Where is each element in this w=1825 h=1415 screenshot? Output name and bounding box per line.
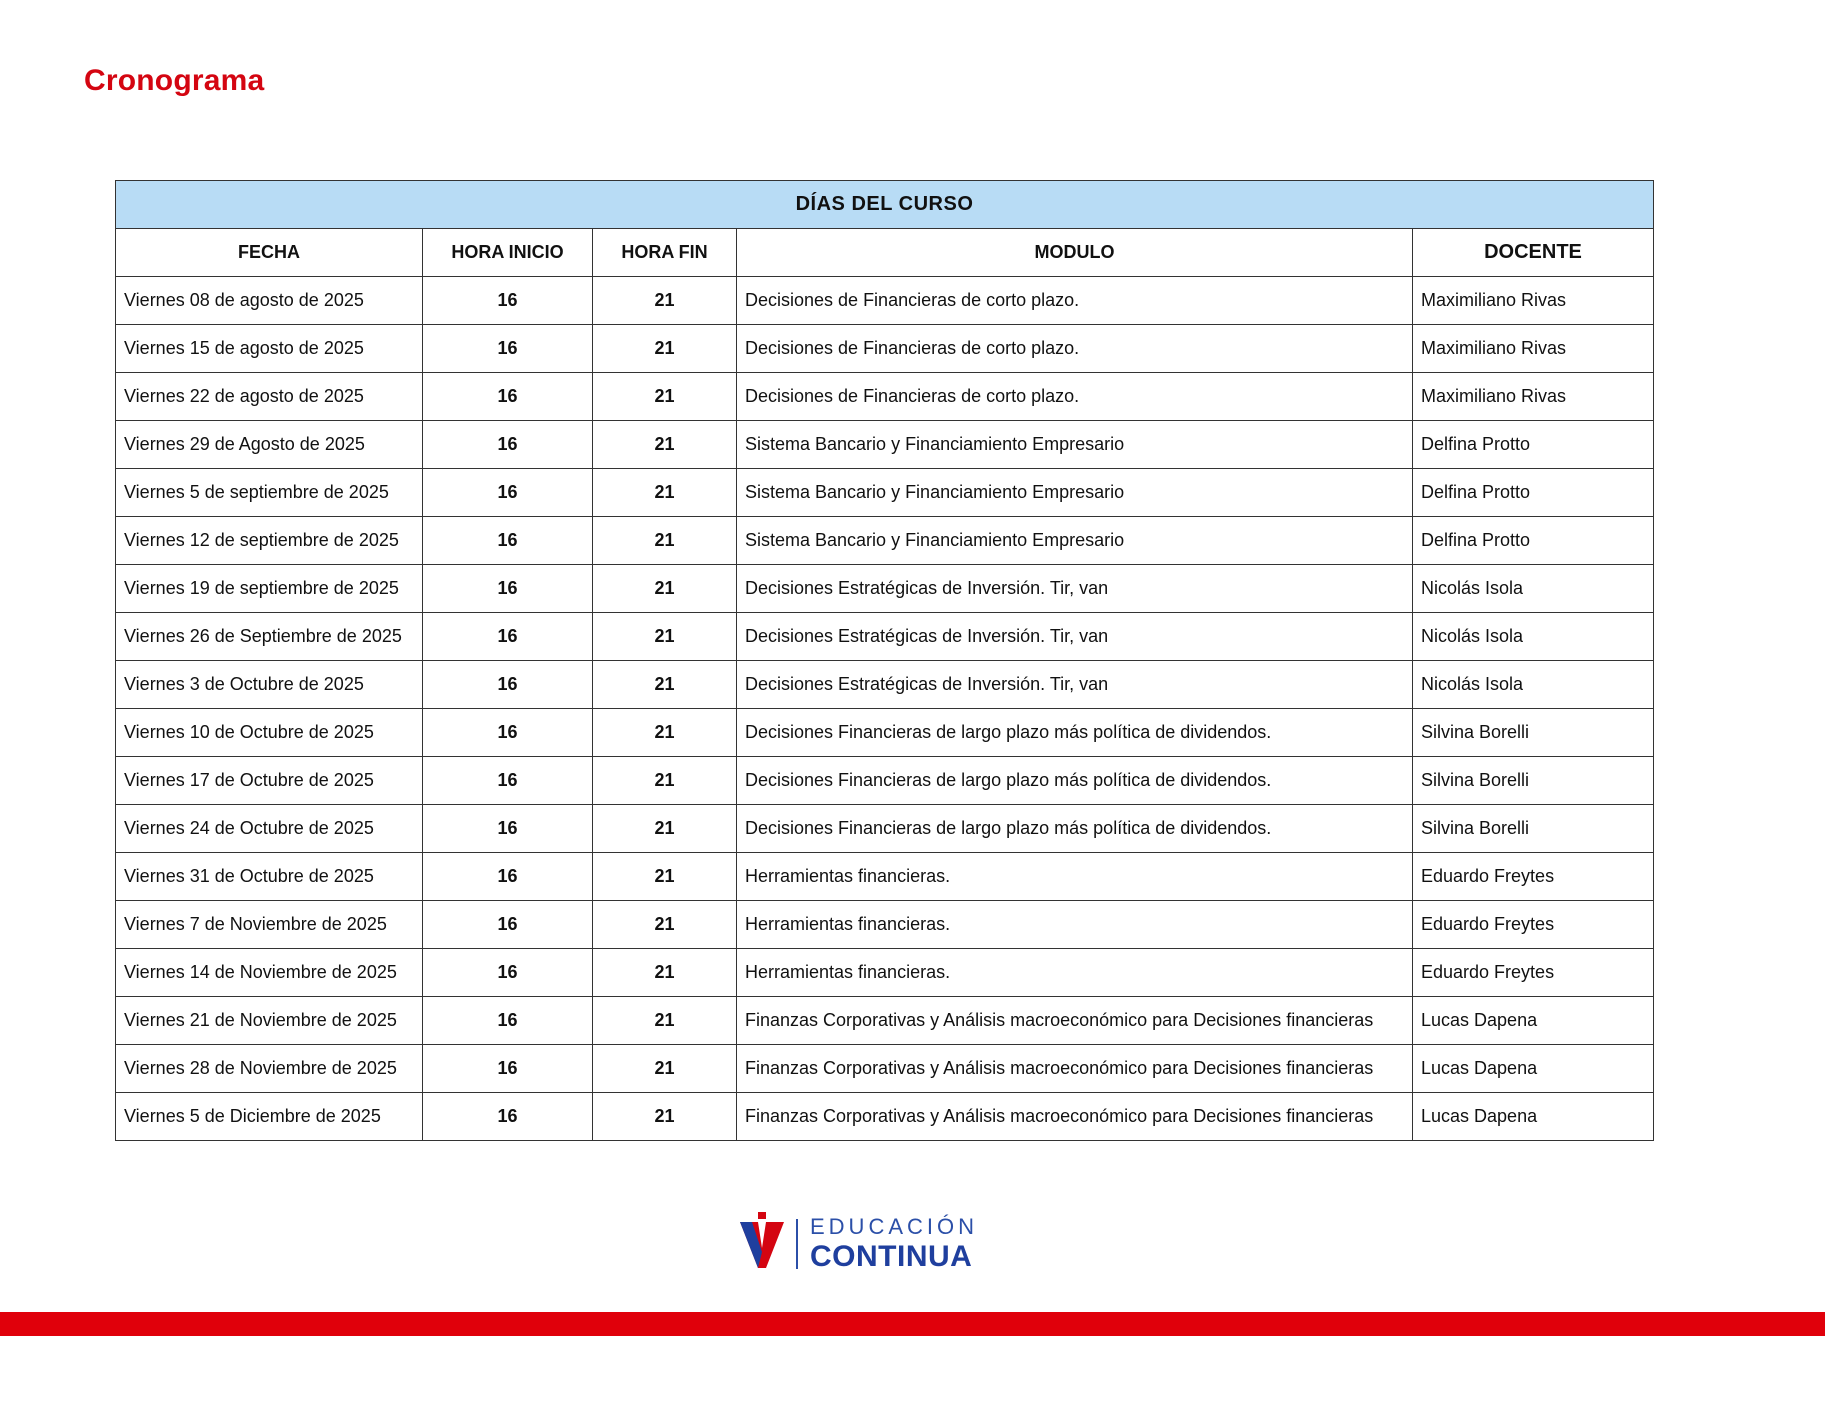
schedule-table <box>115 180 1654 1141</box>
cell-modulo: Finanzas Corporativas y Análisis macroeconómico para Decisiones financieras <box>737 1093 1413 1141</box>
cell-modulo: Decisiones Financieras de largo plazo más política de dividendos. <box>737 805 1413 853</box>
logo-line-1: EDUCACIÓN <box>810 1213 979 1239</box>
cell-docente: Silvina Borelli <box>1413 805 1654 853</box>
table-row <box>116 565 1654 613</box>
cell-modulo: Decisiones de Financieras de corto plazo. <box>737 325 1413 373</box>
logo-text <box>810 1213 979 1273</box>
cell-hora-inicio: 16 <box>423 325 593 373</box>
cell-fecha: Viernes 22 de agosto de 2025 <box>116 373 423 421</box>
table-row <box>116 757 1654 805</box>
cell-fecha: Viernes 26 de Septiembre de 2025 <box>116 613 423 661</box>
cell-docente: Delfina Protto <box>1413 469 1654 517</box>
cell-fecha: Viernes 28 de Noviembre de 2025 <box>116 1045 423 1093</box>
cell-hora-fin: 21 <box>593 373 737 421</box>
cell-modulo: Decisiones Financieras de largo plazo más política de dividendos. <box>737 757 1413 805</box>
cell-hora-inicio: 16 <box>423 565 593 613</box>
table-row <box>116 517 1654 565</box>
table-row <box>116 421 1654 469</box>
cell-docente: Maximiliano Rivas <box>1413 277 1654 325</box>
v-shield-logo-icon <box>738 1212 786 1275</box>
cell-hora-fin: 21 <box>593 421 737 469</box>
cell-modulo: Finanzas Corporativas y Análisis macroeconómico para Decisiones financieras <box>737 1045 1413 1093</box>
cell-fecha: Viernes 5 de Diciembre de 2025 <box>116 1093 423 1141</box>
footer-bar <box>0 1312 1825 1336</box>
cell-fecha: Viernes 14 de Noviembre de 2025 <box>116 949 423 997</box>
table-row <box>116 997 1654 1045</box>
cell-hora-inicio: 16 <box>423 997 593 1045</box>
cell-docente: Maximiliano Rivas <box>1413 325 1654 373</box>
cell-modulo: Sistema Bancario y Financiamiento Empresario <box>737 469 1413 517</box>
cell-modulo: Decisiones Financieras de largo plazo más política de dividendos. <box>737 709 1413 757</box>
table-row <box>116 325 1654 373</box>
cell-fecha: Viernes 5 de septiembre de 2025 <box>116 469 423 517</box>
table-header-row <box>116 229 1654 277</box>
cell-hora-inicio: 16 <box>423 613 593 661</box>
header-hora-fin: HORA FIN <box>593 229 737 277</box>
cell-fecha: Viernes 15 de agosto de 2025 <box>116 325 423 373</box>
cell-hora-inicio: 16 <box>423 277 593 325</box>
cell-modulo: Finanzas Corporativas y Análisis macroeconómico para Decisiones financieras <box>737 997 1413 1045</box>
cell-modulo: Sistema Bancario y Financiamiento Empresario <box>737 517 1413 565</box>
cell-hora-fin: 21 <box>593 949 737 997</box>
table-row <box>116 949 1654 997</box>
cell-hora-inicio: 16 <box>423 805 593 853</box>
cell-hora-fin: 21 <box>593 805 737 853</box>
cell-modulo: Decisiones de Financieras de corto plazo. <box>737 373 1413 421</box>
cell-fecha: Viernes 08 de agosto de 2025 <box>116 277 423 325</box>
table-row <box>116 613 1654 661</box>
cell-modulo: Herramientas financieras. <box>737 901 1413 949</box>
cell-fecha: Viernes 29 de Agosto de 2025 <box>116 421 423 469</box>
cell-hora-fin: 21 <box>593 1093 737 1141</box>
educacion-continua-logo <box>738 1212 978 1275</box>
cell-fecha: Viernes 19 de septiembre de 2025 <box>116 565 423 613</box>
cell-docente: Lucas Dapena <box>1413 1093 1654 1141</box>
cell-hora-inicio: 16 <box>423 421 593 469</box>
cell-hora-fin: 21 <box>593 325 737 373</box>
cell-hora-fin: 21 <box>593 517 737 565</box>
cell-hora-inicio: 16 <box>423 469 593 517</box>
logo-divider <box>796 1219 798 1269</box>
cell-hora-inicio: 16 <box>423 1045 593 1093</box>
cell-modulo: Decisiones Estratégicas de Inversión. Tir, van <box>737 565 1413 613</box>
cell-docente: Maximiliano Rivas <box>1413 373 1654 421</box>
cell-fecha: Viernes 24 de Octubre de 2025 <box>116 805 423 853</box>
cell-fecha: Viernes 17 de Octubre de 2025 <box>116 757 423 805</box>
cell-docente: Eduardo Freytes <box>1413 901 1654 949</box>
cell-hora-fin: 21 <box>593 277 737 325</box>
cell-docente: Eduardo Freytes <box>1413 949 1654 997</box>
cell-fecha: Viernes 7 de Noviembre de 2025 <box>116 901 423 949</box>
cell-hora-inicio: 16 <box>423 901 593 949</box>
cell-hora-fin: 21 <box>593 1045 737 1093</box>
schedule-table-container <box>115 180 1653 1141</box>
cell-hora-inicio: 16 <box>423 1093 593 1141</box>
cell-modulo: Decisiones de Financieras de corto plazo. <box>737 277 1413 325</box>
cell-hora-inicio: 16 <box>423 517 593 565</box>
table-row <box>116 1093 1654 1141</box>
cell-hora-fin: 21 <box>593 661 737 709</box>
cell-modulo: Herramientas financieras. <box>737 949 1413 997</box>
table-row <box>116 709 1654 757</box>
cell-hora-inicio: 16 <box>423 949 593 997</box>
table-row <box>116 373 1654 421</box>
cell-hora-fin: 21 <box>593 565 737 613</box>
cell-fecha: Viernes 31 de Octubre de 2025 <box>116 853 423 901</box>
cell-hora-inicio: 16 <box>423 709 593 757</box>
cell-hora-fin: 21 <box>593 469 737 517</box>
table-row <box>116 661 1654 709</box>
cell-hora-fin: 21 <box>593 997 737 1045</box>
table-row <box>116 1045 1654 1093</box>
table-row <box>116 469 1654 517</box>
table-row <box>116 901 1654 949</box>
cell-docente: Nicolás Isola <box>1413 661 1654 709</box>
cell-docente: Lucas Dapena <box>1413 997 1654 1045</box>
cell-modulo: Herramientas financieras. <box>737 853 1413 901</box>
header-docente: DOCENTE <box>1413 229 1654 277</box>
cell-hora-inicio: 16 <box>423 661 593 709</box>
table-row <box>116 805 1654 853</box>
cell-docente: Eduardo Freytes <box>1413 853 1654 901</box>
cell-hora-fin: 21 <box>593 901 737 949</box>
table-banner-row <box>116 181 1654 229</box>
cell-docente: Silvina Borelli <box>1413 757 1654 805</box>
cell-hora-inicio: 16 <box>423 373 593 421</box>
cell-fecha: Viernes 3 de Octubre de 2025 <box>116 661 423 709</box>
cell-docente: Nicolás Isola <box>1413 565 1654 613</box>
cell-fecha: Viernes 21 de Noviembre de 2025 <box>116 997 423 1045</box>
cell-docente: Nicolás Isola <box>1413 613 1654 661</box>
cell-docente: Delfina Protto <box>1413 421 1654 469</box>
cell-hora-fin: 21 <box>593 853 737 901</box>
cell-hora-fin: 21 <box>593 709 737 757</box>
cell-docente: Delfina Protto <box>1413 517 1654 565</box>
table-banner: DÍAS DEL CURSO <box>116 181 1654 229</box>
cell-fecha: Viernes 12 de septiembre de 2025 <box>116 517 423 565</box>
cell-hora-fin: 21 <box>593 757 737 805</box>
cell-hora-fin: 21 <box>593 613 737 661</box>
cell-modulo: Sistema Bancario y Financiamiento Empresario <box>737 421 1413 469</box>
logo-line-2: CONTINUA <box>810 1239 973 1273</box>
cell-docente: Lucas Dapena <box>1413 1045 1654 1093</box>
schedule-body <box>116 277 1654 1141</box>
cell-fecha: Viernes 10 de Octubre de 2025 <box>116 709 423 757</box>
table-row <box>116 853 1654 901</box>
page-title: Cronograma <box>84 64 265 97</box>
table-row <box>116 277 1654 325</box>
header-modulo: MODULO <box>737 229 1413 277</box>
cell-hora-inicio: 16 <box>423 853 593 901</box>
cell-docente: Silvina Borelli <box>1413 709 1654 757</box>
cell-modulo: Decisiones Estratégicas de Inversión. Tir, van <box>737 613 1413 661</box>
header-hora-inicio: HORA INICIO <box>423 229 593 277</box>
cell-hora-inicio: 16 <box>423 757 593 805</box>
header-fecha: FECHA <box>116 229 423 277</box>
cell-modulo: Decisiones Estratégicas de Inversión. Tir, van <box>737 661 1413 709</box>
